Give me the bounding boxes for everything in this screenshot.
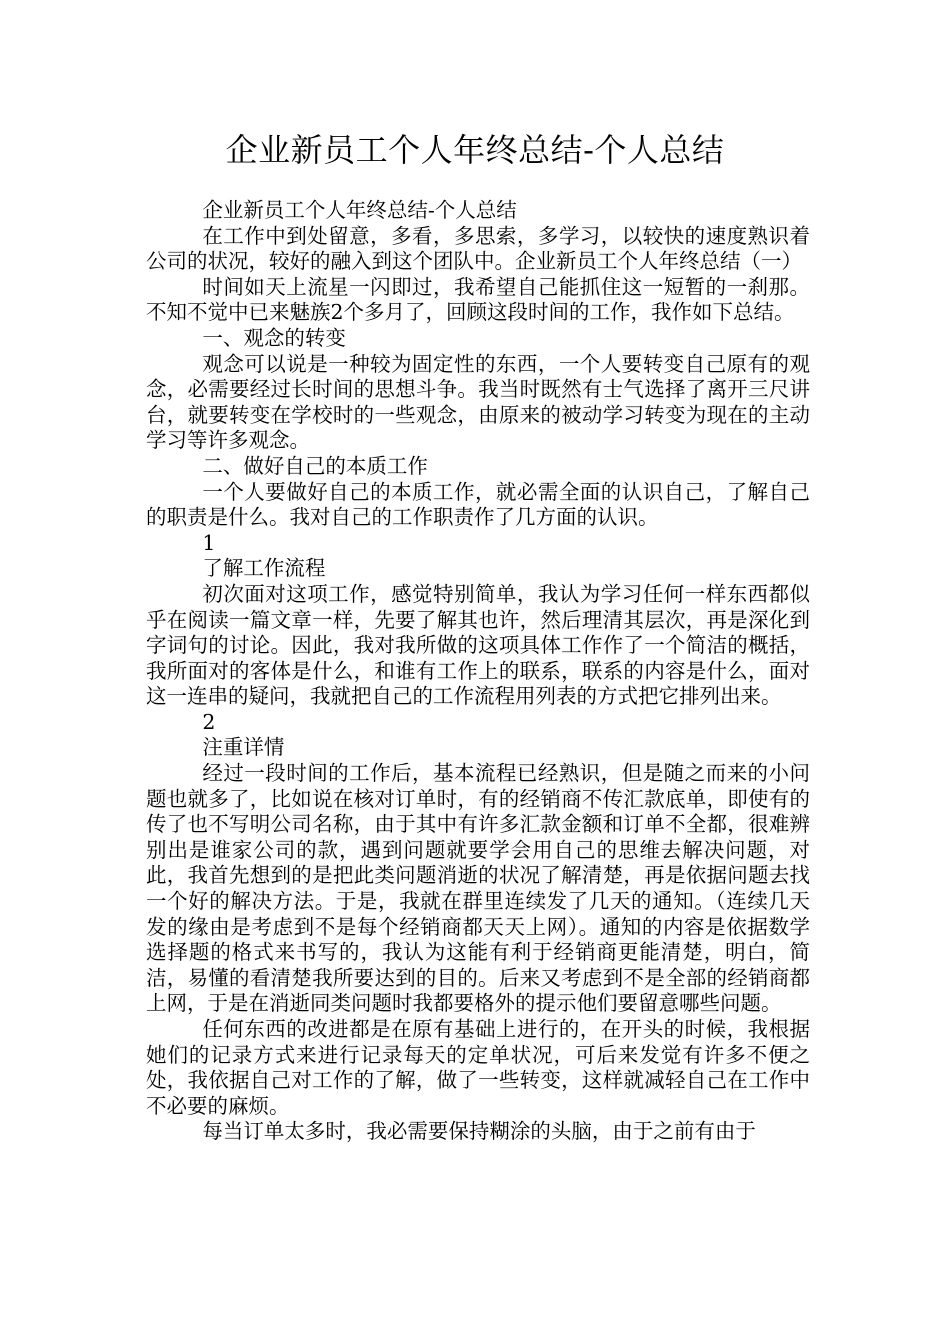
paragraph: 企业新员工个人年终总结-个人总结	[202, 198, 517, 222]
paragraph: 每当订单太多时，我必需要保持糊涂的头脑，由于之前有由于	[202, 1119, 756, 1144]
section-heading: 一、观念的转变	[202, 325, 346, 350]
paragraph: 任何东西的改进都是在原有基础上进行的，在开头的时候，我根据她们的记录方式来进行记录每天的定单状况，可后来发觉有许多不便之处，我依据自己对工作的了解，做了一些转变，这样就减轻自己在工作中不必要的麻烦。	[146, 1017, 810, 1118]
paragraph: 一个人要做好自己的本质工作，就必需全面的认识自己，了解自己的职责是什么。我对自己的工作职责作了几方面的认识。	[146, 479, 810, 530]
list-number: 2	[202, 709, 216, 734]
paragraph: 初次面对这项工作，感觉特别简单，我认为学习任何一样东西都似乎在阅读一篇文章一样，先要了解其也许，然后理清其层次，再是深化到字词句的讨论。因此，我对我所做的这项具体工作作了一个简洁的概括，我所面对的客体是什么，和谁有工作上的联系，联系的内容是什么，面对这一连串的疑问，我就把自己的工作流程用列表的方式把它排列出来。	[146, 581, 810, 709]
document-title: 企业新员工个人年终总结-个人总结	[225, 131, 725, 169]
subsection-heading: 了解工作流程	[202, 556, 326, 581]
paragraph: 观念可以说是一种较为固定性的东西，一个人要转变自己原有的观念，必需要经过长时间的思想斗争。我当时既然有士气选择了离开三尺讲台，就要转变在学校时的一些观念，由原来的被动学习转变为现在的主动学习等许多观念。	[146, 351, 810, 453]
paragraph: 在工作中到处留意，多看，多思索，多学习，以较快的速度熟识着公司的状况，较好的融入到这个团队中。企业新员工个人年终总结（一）	[146, 223, 810, 274]
paragraph: 时间如天上流星一闪即过，我希望自己能抓住这一短暂的一刹那。不知不觉中已来魅族2个多月了，回顾这段时间的工作，我作如下总结。	[146, 274, 810, 325]
paragraph: 经过一段时间的工作后，基本流程已经熟识，但是随之而来的小问题也就多了，比如说在核对订单时，有的经销商不传汇款底单，即使有的传了也不写明公司名称，由于其中有许多汇款金额和订单不全都，很难辨别出是谁家公司的款，遇到问题就要学会用自己的思维去解决问题，对此，我首先想到的是把此类问题消逝的状况了解清楚，再是依据问题去找一个好的解决方法。于是，我就在群里连续发了几天的通知。（连续几天发的缘由是考虑到不是每个经销商都天天上网）。通知的内容是依据数学选择题的格式来书写的，我认为这能有利于经销商更能清楚，明白，简洁，易懂的看清楚我所要达到的目的。后来又考虑到不是全部的经销商都上网，于是在消逝同类问题时我都要格外的提示他们要留意哪些问题。	[146, 761, 810, 1016]
list-number: 1	[202, 530, 216, 555]
section-heading: 二、做好自己的本质工作	[202, 453, 428, 478]
subsection-heading: 注重详情	[202, 735, 285, 760]
document-body	[146, 198, 810, 1145]
